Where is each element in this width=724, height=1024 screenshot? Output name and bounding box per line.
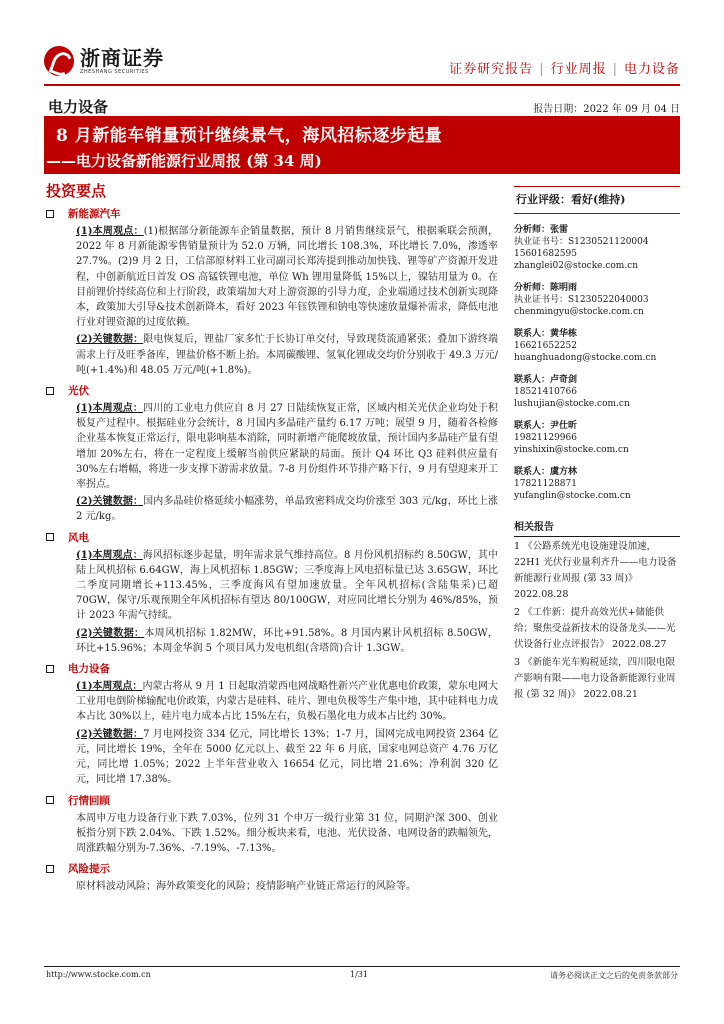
related-report-item[interactable]: 2 《工作新：提升高效光伏+储能供给；聚焦受益新技术的设备龙头——光伏设备行业点评报告》 2022.08.27 — [514, 607, 676, 650]
analyst-role: 联系人： — [514, 375, 551, 385]
paragraph-text: 7 月电网投资 334 亿元，同比增长 13%；1-7 月，国网完成电网投资 2364 亿元，同比增长 19%，全年在 5000 亿元以上、截至 22 年 6 月底，国家电网总资产 4.76 万亿元，同比增 1.05%；2022 上半年营业收入 16654 亿元，同比增 21.6%；净利润 320 亿元，同比增 17.38%。 — [76, 728, 498, 786]
analyst-name-line — [514, 374, 680, 386]
analyst-phone: 19821129966 — [514, 433, 577, 443]
analyst-email[interactable]: zhanglei02@stocke.com.cn — [514, 261, 639, 271]
paragraph-lead: (2)关键数据： — [76, 496, 144, 508]
analyst-name: 陈明雨 — [550, 283, 578, 293]
checkbox-square-icon — [46, 865, 54, 873]
paragraph-lead: (1)本周观点： — [76, 681, 143, 693]
report-date: 报告日期：2022 年 09 月 04 日 — [533, 104, 680, 115]
paragraph-lead: (1)本周观点： — [76, 549, 143, 561]
analyst-card — [514, 282, 680, 318]
nav-weekly: 行业周报 — [550, 62, 607, 77]
paragraph-text: 本周申万电力设备行业下跌 7.03%，位列 31 个申万一级行业第 31 位，同期沪深 300、创业板指分别下跌 2.04%、下跌 1.52%。细分板块来看，电池、光伏设备、电网设备的跌幅领先，周涨跌幅分别为-7.36%、-7.19%、-7.13%。 — [76, 812, 498, 854]
analyst-card — [514, 328, 680, 364]
section-heading — [46, 792, 498, 809]
paragraph-lead: (2)关键数据： — [76, 728, 144, 740]
analyst-card — [514, 466, 680, 502]
section-paragraph — [76, 727, 498, 788]
related-reports-list — [514, 539, 680, 703]
nav-separator: | — [539, 62, 545, 77]
brand-name-en: ZHESHANG SECURITIES — [80, 69, 149, 75]
section-paragraph — [76, 401, 498, 492]
nav-research-report: 证券研究报告 — [449, 62, 534, 77]
paragraph-text: 内蒙古将从 9 月 1 日起取消蒙西电网战略性新兴产业优惠电价政策，蒙东电网大工业用电倒阶梯输配电价政策，内蒙古是硅料、硅片、锂电负极等生产集中地，其中硅料电力成本占比 30%以上，硅片电力成本占比 15%左右，负极石墨化电力成本占比约 30%。 — [76, 681, 498, 723]
analyst-email[interactable]: lushujian@stocke.com.cn — [514, 399, 630, 409]
key-points-column — [46, 180, 498, 894]
checkbox-square-icon — [46, 210, 54, 218]
section-paragraph — [76, 811, 498, 857]
report-subtitle: ——电力设备新能源行业周报 (第 34 周) — [46, 152, 322, 170]
brand-logo-text — [80, 47, 164, 75]
paragraph-text: 海风招标逐步起量，明年需求景气维持高位。8 月份风机招标约 8.50GW，其中陆上风机招标 6.64GW，海上风机招标 1.85GW；三季度海上风电招标量已达 3.65GW，环比二季度同期增长+113.45%，三季度海风有望加速放量。全年风机招标(含陆集采)已超 70GW，保守/乐观预期全年风机招标有望达 80/100GW，对应同比增长分别为 46%/85%，预计 2023 年需气持续。 — [76, 549, 498, 622]
section-paragraph — [76, 332, 498, 378]
paragraph-lead: (1)本周观点： — [76, 226, 144, 237]
analyst-role: 联系人： — [514, 421, 551, 431]
paragraph-text: 四川的工业电力供应自 8 月 27 日陆续恢复正常，区域内相关光伏企业均处于积极复产过程中。根据硅业分会统计，8 月国内多晶硅产量约 6.17 万吨；展望 9 月，随着各检修企业基本恢复正常运行，限电影响基本消除，同时新增产能爬坡放量，预计国内多晶硅产量有望增加 20%左右，将在一定程度上缓解当前供应紧缺的局面。预计 Q4 环比 Q3 硅料供应量有 30%左右增幅，将进一步支撑下游需求放量。7-8 月份组件环节排产略下行，9 月有望迎来开工率拐点。 — [76, 403, 499, 491]
brand-logo — [44, 46, 164, 76]
analyst-phone: 17821128871 — [514, 479, 577, 489]
related-reports-heading: 相关报告 — [514, 518, 680, 537]
analyst-phone: 15601682595 — [514, 249, 577, 259]
paragraph-lead: (1)本周观点： — [76, 403, 143, 415]
analyst-list — [514, 224, 680, 502]
analyst-license: 执业证书号：S1230522040003 — [514, 295, 649, 305]
report-title: 8 月新能车销量预计继续景气，海风招标逐步起量 — [56, 126, 443, 146]
analyst-name-line — [514, 224, 680, 236]
section-title: 新能源汽车 — [68, 208, 121, 220]
nav-sector: 电力设备 — [623, 62, 680, 77]
analyst-name: 张雷 — [550, 225, 569, 235]
section-paragraph — [76, 548, 498, 624]
section-title: 风险提示 — [68, 863, 110, 876]
related-report-item[interactable]: 3 《新能车光车购税延续，四川限电限产影响有限——电力设备新能源行业周报 (第 32 周)》 2022.08.21 — [514, 657, 676, 700]
key-points-sections — [46, 205, 498, 894]
section-title: 行情回顾 — [68, 794, 110, 807]
section-heading — [46, 529, 498, 546]
section-title: 光伏 — [68, 385, 89, 398]
footer-divider — [44, 966, 680, 967]
analyst-card — [514, 374, 680, 410]
analyst-name: 卢奇剑 — [550, 375, 578, 385]
section-heading — [46, 860, 498, 877]
paragraph-lead: (2)关键数据： — [76, 334, 144, 346]
analyst-name-line — [514, 466, 680, 478]
analyst-card — [514, 420, 680, 456]
analyst-phone: 16621652252 — [514, 341, 577, 351]
sector-label: 电力设备 — [48, 98, 109, 116]
checkbox-square-icon — [46, 533, 54, 541]
section-heading — [46, 205, 498, 222]
paragraph-text: (1)根据部分新能源车企销量数据，预计 8 月销售继续景气，根据乘联会预测，2022 年 8 月新能源零售销量预计为 52.0 万辆，同比增长 108.3%，环比增长 7.0%，渗透率 27.7%。(2)9 月 2 日，工信部原材料工业司副司长郑涛提到推动加快钱、锂等矿产资源开发进程，中创新航近日首发 OS 高锰铁锂电池，单位 Wh 锂用量降低 15%以上，镍钴用量为 0。在目前锂价持续高位和上行阶段，政策端加大对上游资源的引导力度，企业端通过技术创新实现降本，政策加大引导&技术创新降本，看好 2023 年钰铁锂和钠电等快速放量爆补需求，降低电池行业对锂资源的过度依赖。 — [76, 226, 499, 329]
analyst-email[interactable]: yinshixin@stocke.com.cn — [514, 445, 629, 455]
section-paragraph — [76, 679, 498, 725]
checkbox-square-icon — [46, 387, 54, 395]
footer-url[interactable]: http://www.stocke.com.cn — [46, 970, 151, 979]
analyst-email[interactable]: chenmingyu@stocke.com.cn — [514, 307, 644, 317]
report-type-nav — [449, 58, 680, 77]
industry-rating: 行业评级：看好(维持) — [514, 186, 680, 214]
brand-name-cn: 浙商证券 — [80, 46, 164, 70]
analyst-role: 分析师： — [514, 283, 551, 293]
paragraph-text: 本周风机招标 1.82MW，环比+91.58%。8 月国内累计风机招标 8.50GW，环比+15.96%；本周金华润 5 个项目风力发电机组(含塔筒)合计 1.3GW。 — [76, 627, 498, 654]
key-points-heading: 投资要点 — [46, 182, 107, 200]
brand-logo-icon — [44, 46, 74, 76]
paragraph-text: 国内多晶硅价格延续小幅涨势，单晶致密料成交均价涨至 303 元/kg，环比上涨 2 元/kg。 — [76, 496, 499, 523]
analyst-name-line — [514, 420, 680, 432]
analyst-email[interactable]: huanghuadong@stocke.com.cn — [514, 353, 657, 363]
page-number: 1/31 — [350, 970, 368, 979]
analyst-license: 执业证书号：S1230521120004 — [514, 237, 649, 247]
paragraph-text: 原材料波动风险；海外政策变化的风险；疫情影响产业链正常运行的风险等。 — [76, 881, 416, 893]
related-report-item[interactable]: 1 《公路系统光电设施建设加速，22H1 光伏行业量利齐升——电力设备新能源行业周报 (第 33 周)》 2022.08.28 — [514, 541, 677, 600]
analyst-name: 尹仕昕 — [550, 421, 578, 431]
section-title: 风电 — [68, 531, 89, 544]
section-paragraph — [76, 879, 498, 894]
analyst-phone: 18521410766 — [514, 387, 577, 397]
checkbox-square-icon — [46, 665, 54, 673]
sidebar — [514, 186, 680, 703]
section-paragraph — [76, 224, 498, 330]
analyst-name-line — [514, 328, 680, 340]
analyst-role: 分析师： — [514, 225, 551, 235]
analyst-name-line — [514, 282, 680, 294]
analyst-role: 联系人： — [514, 467, 551, 477]
analyst-role: 联系人： — [514, 329, 551, 339]
checkbox-square-icon — [46, 796, 54, 804]
section-heading — [46, 660, 498, 677]
section-heading — [46, 382, 498, 399]
paragraph-text: 限电恢复后，锂盐厂家多忙于长协订单交付，导致现货流通紧张；叠加下游终端需求上行及旺季备库，锂盐价格不断上抬。本周碳酸锂、氢氧化锂成交均价分别收于 49.3 万元/吨(+1.4%)和 48.05 万元/吨(+1.8%)。 — [76, 334, 499, 376]
analyst-name: 黄华栋 — [550, 329, 578, 339]
analyst-name: 虞方林 — [550, 467, 578, 477]
analyst-card — [514, 224, 680, 272]
analyst-email[interactable]: yufanglin@stocke.com.cn — [514, 491, 631, 501]
nav-separator: | — [612, 62, 618, 77]
header-divider — [44, 84, 680, 86]
section-title: 电力设备 — [68, 663, 110, 676]
disclaimer-note: 请务必阅读正文之后的免责条款部分 — [550, 971, 678, 980]
section-paragraph — [76, 494, 498, 524]
paragraph-lead: (2)关键数据： — [76, 627, 145, 639]
section-paragraph — [76, 626, 498, 656]
